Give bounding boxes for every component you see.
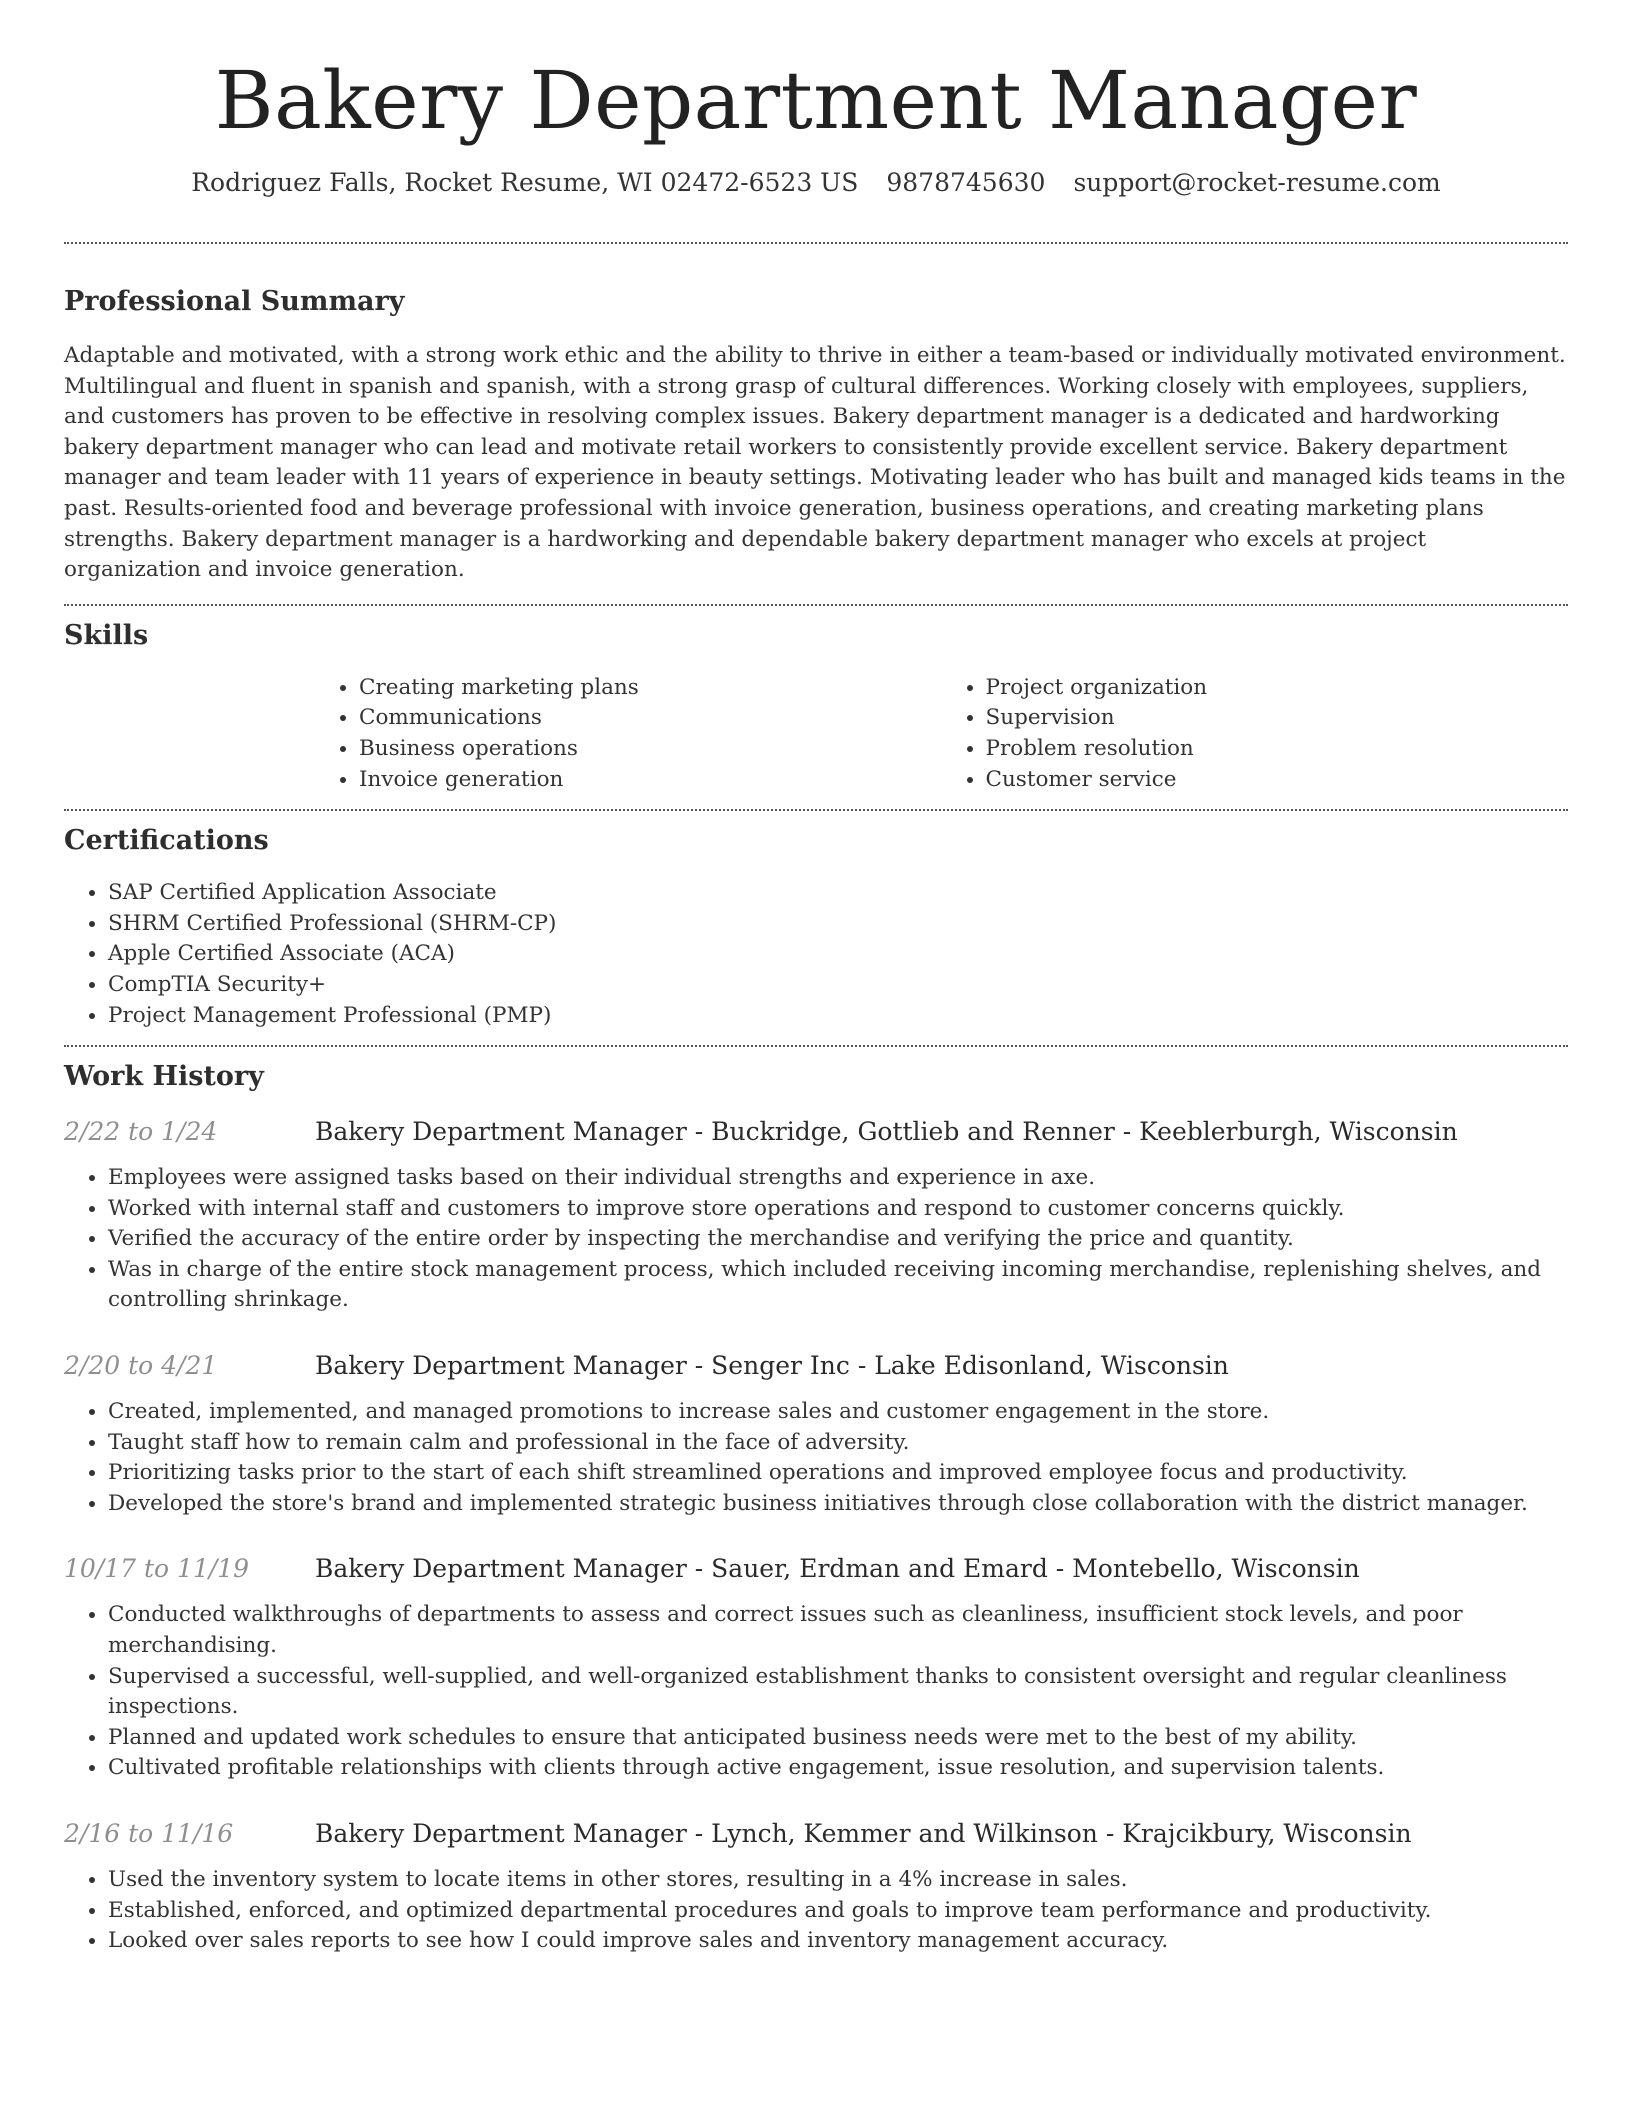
divider — [64, 604, 1568, 606]
list-item: • Used the inventory system to locate items in other stores, resulting in a 4% increase in sales. — [108, 1865, 1568, 1896]
job-header — [64, 1817, 1568, 1851]
job-bullets — [64, 1397, 1568, 1519]
summary-section — [64, 284, 1568, 586]
list-item: • Planned and updated work schedules to ensure that anticipated business needs were met to the best of my ability. — [108, 1723, 1568, 1754]
list-item: • Customer service — [986, 765, 1569, 796]
list-item: • Problem resolution — [986, 734, 1569, 765]
list-item: • Created, implemented, and managed promotions to increase sales and customer engagement in the store. — [108, 1397, 1568, 1428]
list-item: • Project Management Professional (PMP) — [108, 1001, 1568, 1032]
skills-section — [64, 618, 1568, 795]
contact-email[interactable]: support@rocket-resume.com — [1073, 168, 1441, 197]
contact-line — [64, 166, 1568, 200]
list-item: • Was in charge of the entire stock management process, which included receiving incoming merchandise, replenishing shelves, and controlling shrinkage. — [108, 1255, 1568, 1316]
resume-page — [64, 0, 1568, 1957]
summary-text: Adaptable and motivated, with a strong work ethic and the ability to thrive in either a team-based or individually motivated environment. Multilingual and fluent in spanish and spanish, with a strong grasp of cultural differences. Working closely with employees, suppliers, and customers has proven to be effective in resolving complex issues. Bakery department manager is a dedicated and hardworking bakery department manager who can lead and motivate retail workers to consistently provide excellent service. Bakery department manager and team leader with 11 years of experience in beauty settings. Motivating leader who has built and managed kids teams in the past. Results-oriented food and beverage professional with invoice generation, business operations, and creating marketing plans strengths. Bakery department manager is a hardworking and dependable bakery department manager who excels at project organization and invoice generation. — [64, 343, 1566, 583]
job-header — [64, 1349, 1568, 1383]
list-item: • Business operations — [359, 734, 942, 765]
contact-phone[interactable]: 9878745630 — [886, 168, 1046, 197]
list-item: • Cultivated profitable relationships with clients through active engagement, issue resolution, and supervision talents. — [108, 1753, 1568, 1784]
job-entry — [64, 1115, 1568, 1316]
list-item: • Conducted walkthroughs of departments to assess and correct issues such as cleanliness, insufficient stock levels, and poor merchandising. — [108, 1600, 1568, 1661]
list-item: • Supervised a successful, well-supplied, and well-organized establishment thanks to consistent oversight and regular cleanliness inspections. — [108, 1662, 1568, 1723]
work-section — [64, 1059, 1568, 1957]
list-item: • Invoice generation — [359, 765, 942, 796]
job-dates: 2/16 to 11/16 — [64, 1819, 234, 1848]
list-item: • Apple Certified Associate (ACA) — [108, 939, 1568, 970]
job-dates: 10/17 to 11/19 — [64, 1554, 250, 1584]
section-title-work: Work History — [64, 1061, 264, 1093]
job-dates: 2/20 to 4/21 — [64, 1351, 218, 1381]
job-bullets — [64, 1600, 1568, 1784]
job-title: Bakery Department Manager - Sauer, Erdman and Emard - Montebello, Wisconsin — [315, 1554, 1360, 1584]
list-item: • SAP Certified Application Associate — [108, 878, 1568, 909]
job-header — [64, 1115, 1568, 1149]
list-item: • Creating marketing plans — [359, 673, 942, 704]
list-item: • Prioritizing tasks prior to the start of each shift streamlined operations and improved employee focus and productivity. — [108, 1458, 1568, 1489]
section-title-summary: Professional Summary — [64, 286, 405, 317]
contact-address: Rodriguez Falls, Rocket Resume, WI 02472-6523 US — [191, 168, 859, 197]
job-bullets — [64, 1163, 1568, 1316]
list-item: • Supervision — [986, 703, 1569, 734]
job-entry — [64, 1817, 1568, 1957]
job-title: Bakery Department Manager - Buckridge, Gottlieb and Renner - Keeblerburgh, Wisconsin — [315, 1117, 1458, 1147]
certifications-list — [64, 878, 1568, 1031]
list-item: • SHRM Certified Professional (SHRM-CP) — [108, 909, 1568, 940]
skills-grid — [315, 673, 1568, 795]
section-title-skills: Skills — [64, 619, 149, 651]
list-item: • Worked with internal staff and customers to improve store operations and respond to customer concerns quickly. — [108, 1194, 1568, 1225]
list-item: • Looked over sales reports to see how I could improve sales and inventory management accuracy. — [108, 1926, 1568, 1957]
resume-title: Bakery Department Manager — [214, 54, 1418, 147]
job-header — [64, 1552, 1568, 1586]
divider — [64, 809, 1568, 811]
list-item: • Taught staff how to remain calm and professional in the face of adversity. — [108, 1428, 1568, 1459]
list-item: • Established, enforced, and optimized departmental procedures and goals to improve team performance and productivity. — [108, 1896, 1568, 1927]
list-item: • Developed the store's brand and implemented strategic business initiatives through close collaboration with the district manager. — [108, 1489, 1568, 1520]
list-item: • Project organization — [986, 673, 1569, 704]
list-item: • Employees were assigned tasks based on their individual strengths and experience in axe. — [108, 1163, 1568, 1194]
job-title: Bakery Department Manager - Lynch, Kemmer and Wilkinson - Krajcikbury, Wisconsin — [315, 1819, 1412, 1848]
certifications-section — [64, 823, 1568, 1031]
skills-list-left — [315, 673, 942, 795]
list-item: • Verified the accuracy of the entire order by inspecting the merchandise and verifying the price and quantity. — [108, 1224, 1568, 1255]
section-title-certifications: Certifications — [64, 825, 269, 857]
divider — [64, 242, 1568, 244]
skills-list-right — [942, 673, 1569, 795]
job-entry — [64, 1552, 1568, 1784]
job-title: Bakery Department Manager - Senger Inc - Lake Edisonland, Wisconsin — [315, 1351, 1229, 1381]
job-bullets — [64, 1865, 1568, 1957]
job-entry — [64, 1349, 1568, 1519]
list-item: • CompTIA Security+ — [108, 970, 1568, 1001]
list-item: • Communications — [359, 703, 942, 734]
divider — [64, 1045, 1568, 1047]
job-dates: 2/22 to 1/24 — [64, 1117, 218, 1147]
